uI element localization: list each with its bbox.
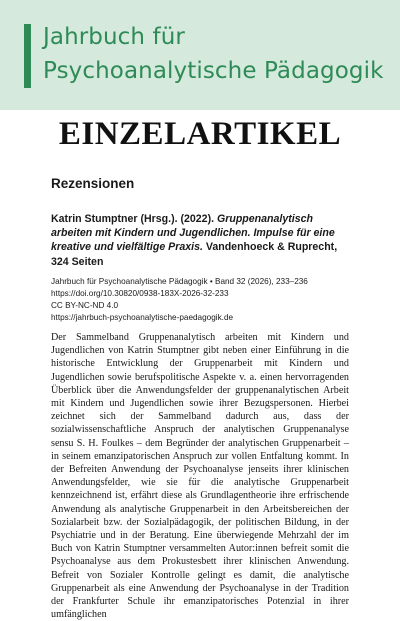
journal-title-line2: Psychoanalytische Pädagogik: [43, 58, 384, 84]
banner-accent-bar: [24, 24, 31, 88]
reference-publisher: Vandenhoeck & Ruprecht, 324 Seiten: [51, 241, 338, 268]
section-heading: Rezensionen: [51, 176, 135, 191]
citation-line: Jahrbuch für Psychoanalytische Pädagogik • Band 32 (2026), 233–236: [51, 277, 308, 286]
reference-book-title: Gruppenanalytisch arbeiten mit Kindern und Jugendlichen. Impulse für eine kreative und vielfältige Praxis.: [51, 213, 335, 254]
journal-banner: [0, 0, 400, 110]
license-line: CC BY-NC-ND 4.0: [51, 301, 119, 310]
reference-authors: Katrin Stumptner (Hrsg.). (2022).: [51, 213, 217, 225]
review-body-paragraph: Der Sammelband Gruppenanalytisch arbeiten mit Kindern und Jugendlichen von Katrin Stumptner gibt neben einer Einführung in die historische Entwicklung der Gruppenarbeit mit Kindern und Jugendlichen sowie berufspolitische Aspekte v. a. einen hervorragenden Überblick über die Anwendungsfelder der gruppenanalytischen Arbeit mit Kindern und Jugendlichen sowie ihrer Bezugspersonen. Hierbei zeichnet sich der Sammelband dadurch aus, dass der sozialwissenschaftliche Anspruch der analytischen Gruppenanalyse sensu S. H. Foulkes – dem Begründer der analytischen Gruppenarbeit – in seinem emanzipatorischen Anspruch zur vollen Entfaltung kommt. In der Befreiten Anwendung der Psychoanalyse jenseits ihrer klinischen Anwendungsfelder, wie sie für die analytische Gruppenarbeit kennzeichnend ist, erfährt diese als Grundlagentheorie ihre erfrischende Anwendung als analytische Gruppenarbeit in den Arbeitsbereichen der Sozialarbeit bzw. der Sozialpädagogik, der politischen Bildung, in der Psychiatrie und in der Beratung. Eine überwiegende Mehrzahl der im Buch von Katrin Stumptner versammelten Autor:innen befreit somit die Psychoanalyse aus dem Prokustesbett ihrer klinischen Anwendung. Befreit von Sozialer Kontrolle gelingt es damit, die analytische Gruppenarbeit als eine Anwendung der Psychoanalyse in der Tradition der Frankfurter Schule ihr emanzipatorisches Potenzial in ihrer umfänglichen: [51, 332, 349, 621]
article-metadata: [51, 276, 351, 324]
journal-url-link[interactable]: https://jahrbuch-psychoanalytische-paedagogik.de: [51, 313, 234, 322]
article-stamp: EINZELARTIKEL: [58, 116, 342, 152]
book-reference: [51, 212, 351, 269]
journal-title-line1: Jahrbuch für: [43, 24, 185, 50]
doi-link[interactable]: https://doi.org/10.30820/0938-183X-2026-32-233: [51, 289, 229, 298]
journal-title: [43, 20, 384, 88]
